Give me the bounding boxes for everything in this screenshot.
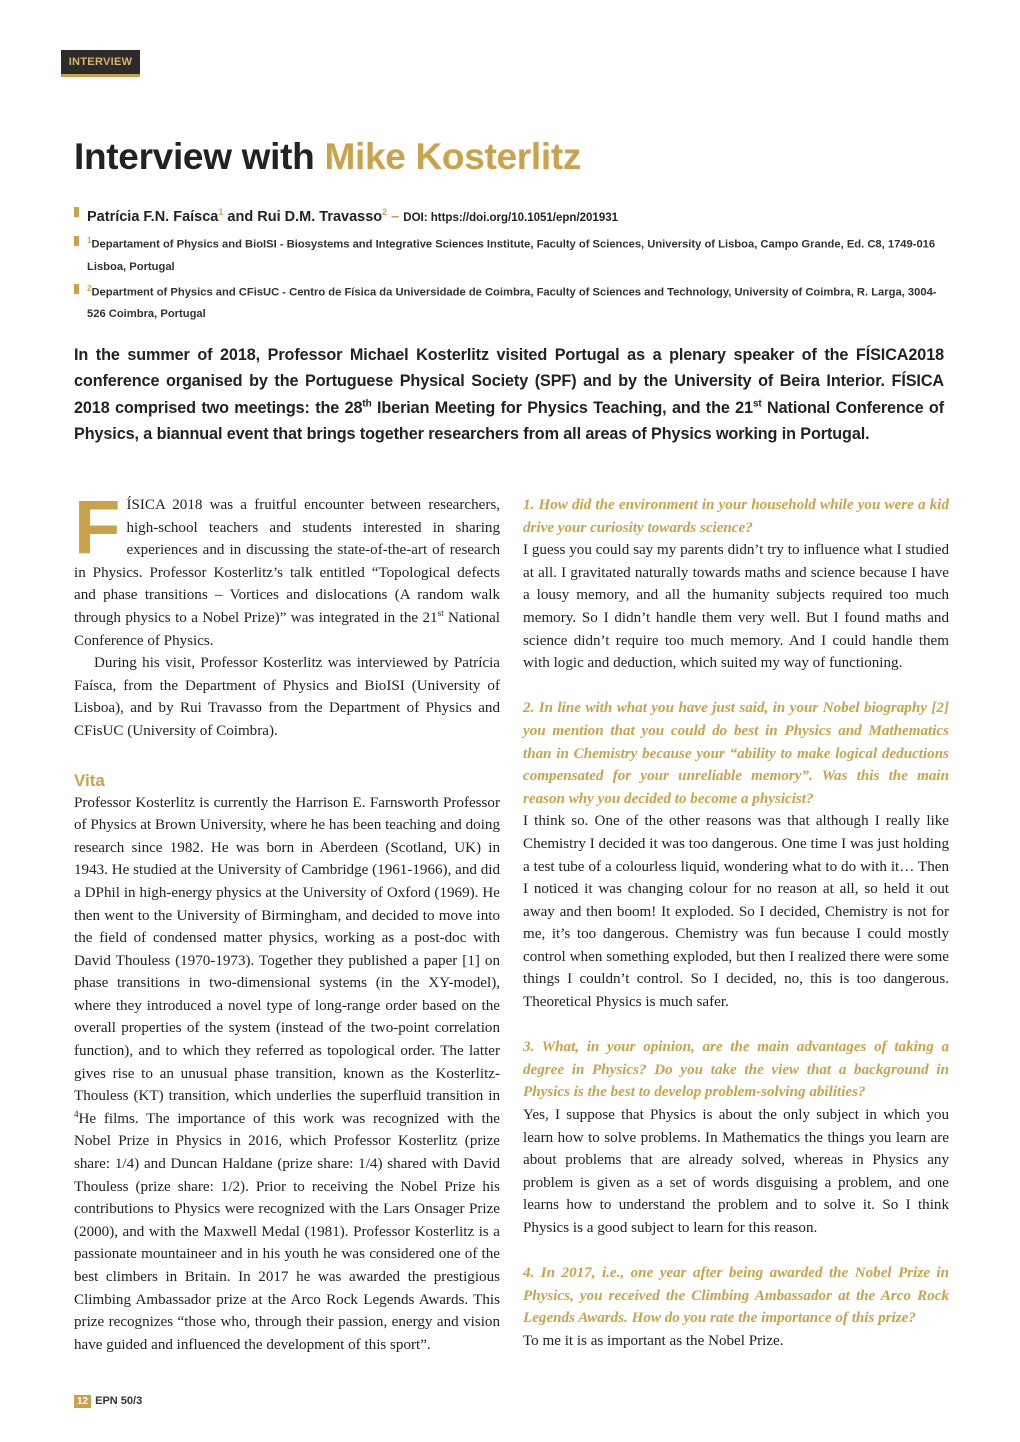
answer-1: I guess you could say my parents didn’t try to influence what I studied at all. I gravitated naturally towards maths and science because I have a lousy memory, and all the humanity subjects required too much memory. So I didn’t handle them very well. But I found maths and science didn’t require too much memory. And I could handle them with logic and deduction, which suited my way of functioning. <box>523 542 949 672</box>
question-4: 4. In 2017, i.e., one year after being awarded the Nobel Prize in Physics, you received the Climbing Ambassador at the Arco Rock Legends Awards. How do you rate the importance of this prize? <box>523 1265 949 1327</box>
answer-2: I think so. One of the other reasons was that although I really like Chemistry I decided it was too dangerous. One time I was just holding a test tube of a colourless liquid, wondering what to do with it… Then I noticed it was changing colour for no reason at all, so held it out away and then boom! It exploded. So I decided, Chemistry is not for me, it’s too dangerous. Chemistry was fun because I could mostly control when something exploded, but then I realized there were some things I couldn’t control. So I decided, no, this is too dangerous. Theoretical Physics is much safer. <box>523 813 949 1011</box>
author-line <box>74 200 954 230</box>
title-name: Mike Kosterlitz <box>324 136 582 177</box>
author-1: Patrícia F.N. Faísca <box>87 208 219 225</box>
vita-text-b: He films. The importance of this work was recognized with the Nobel Prize in Physics in 2016, which Professor Kosterlitz (prize share: 1/4) and Duncan Haldane (prize share: 1/4) shared with David Thouless (prize share: 1/2). Prior to receiving the Nobel Prize his contributions to Physics were recognized with the Lars Onsager Prize (2000), and with the Maxwell Medal (1981). Professor Kosterlitz is a passionate mountaineer and in his youth he was considered one of the best climbers in Britain. In 2017 he was awarded the prestigious Climbing Ambassador prize at the Arco Rock Legends Awards. This prize recognizes “those who, through their passion, energy and vision have guided and influenced the development of this sport”. <box>74 1110 500 1353</box>
question-1: 1. How did the environment in your household while you were a kid drive your curiosity towards science? <box>523 497 949 536</box>
bullet-marker <box>74 207 79 217</box>
intro-p1-a: ÍSICA 2018 was a fruitful encounter between researchers, high-school teachers and students interested in sharing experiences and in discussing the state-of-the-art of research in Physics. Professor Kosterlitz’s talk entitled “Topological defects and phase transitions – Vortices and dislocations (A random walk through physics to a Nobel Prize)” was integrated in the 21 <box>74 497 500 626</box>
intro-paragraph-2: During his visit, Professor Kosterlitz was interviewed by Patrícia Faísca, from the Department of Physics and BioISI (University of Lisboa), and by Rui Travasso from the Department of Physics and CFisUC (University of Coimbra). <box>74 655 500 739</box>
answer-4: To me it is as important as the Nobel Prize. <box>523 1332 784 1349</box>
authors-and: and <box>223 208 258 225</box>
affiliation-1-text: Departament of Physics and BioISI - Biosystems and Integrative Sciences Institute, Faculty of Sciences, University of Lisboa, Campo Grande, Ed. C8, 1749-016 Lisboa, Portugal <box>87 238 936 273</box>
lead-part-1: In the summer of 2018, Professor Michael Kosterlitz visited Portugal as a plenary speaker of the FÍSICA2018 conference organised by the Portuguese Physical Society (SPF) and by the University of Beira Interior. FÍSICA 2018 comprised two meetings: the 28 <box>74 346 944 417</box>
page-number: 12 <box>74 1395 91 1408</box>
intro-paragraph-1 <box>74 485 500 652</box>
affiliation-1-sup: 1 <box>87 235 92 245</box>
question-2: 2. In line with what you have just said, in your Nobel biography [2] you mention that you could do best in Physics and Mathematics than in Chemistry because your “ability to make logical deductions compensated for your unreliable memory”. Was this the main reason why you decided to become a physicist? <box>523 700 949 807</box>
article-meta <box>74 200 954 325</box>
qa-item <box>523 1036 949 1239</box>
lead-sup-2: st <box>752 398 762 410</box>
section-tag-underline <box>61 74 140 77</box>
intro-p1-b: National Conference of Physics. <box>74 609 500 649</box>
vita-sup: 4 <box>74 1108 79 1119</box>
affiliation-2 <box>74 278 954 326</box>
qa-item <box>523 697 949 1013</box>
affiliation-2-sup: 2 <box>87 283 92 293</box>
author-1-sup: 1 <box>218 207 224 217</box>
qa-item <box>523 494 949 675</box>
drop-cap: F <box>74 485 121 570</box>
intro-p1-sup: st <box>437 607 444 618</box>
answer-3: Yes, I suppose that Physics is about the only subject in which you learn how to solve problems. In Mathematics the things you learn are about problems that are already solved, whereas in Physics any problem is given as a set of words disguising a problem, and one learns how to understand the problem and to solve it. So I think Physics is a good subject to learn for this reason. <box>523 1107 949 1236</box>
page-footer <box>74 1395 142 1408</box>
vita-text-a: Professor Kosterlitz is currently the Harrison E. Farnsworth Professor of Physics at Brown University, where he has been teaching and doing research since 1982. He was born in Aberdeen (Scotland, UK) in 1943. He studied at the University of Cambridge (1961-1966), and did a DPhil in high-energy physics at the University of Oxford (1969). He then went to the University of Birmingham, and decided to move into the field of condensed matter physics, working as a post-doc with David Thouless (1970-1973). Together they published a paper [1] on phase transitions in two-dimensional systems (in the XY-model), where they introduced a novel type of long-range order based on the overall properties of the system (instead of the two-point correlation function), and to which they referred as topological order. The latter gives rise to an unusual phase transition, known as the Kosterlitz-Thouless (KT) transition, which underlies the superfluid transition in <box>74 794 500 1105</box>
doi-link[interactable]: DOI: https://doi.org/10.1051/epn/201931 <box>403 211 619 224</box>
author-2: Rui D.M. Travasso <box>257 208 383 225</box>
bullet-marker <box>74 236 79 246</box>
question-3: 3. What, in your opinion, are the main advantages of taking a degree in Physics? Do you take the view that a background in Physics is the best to develop problem-solving abilities? <box>523 1039 949 1101</box>
vita-paragraph <box>74 792 500 1357</box>
qa-item <box>523 1262 949 1352</box>
lead-part-3: National Conference of Physics, a biannual event that brings together researchers from all areas of Physics working in Portugal. <box>74 398 944 444</box>
title-prefix: Interview with <box>74 136 325 177</box>
issue-label: EPN 50/3 <box>95 1395 143 1407</box>
vita-heading: Vita <box>74 770 105 790</box>
left-column <box>74 485 500 1356</box>
doi-separator: – <box>387 208 404 225</box>
right-column <box>523 494 949 1375</box>
author-2-sup: 2 <box>382 207 388 217</box>
lead-paragraph <box>74 342 944 448</box>
lead-part-2: Iberian Meeting for Physics Teaching, and the 21 <box>371 398 753 417</box>
section-tag: INTERVIEW <box>61 50 140 74</box>
bullet-marker <box>74 284 79 294</box>
affiliation-1 <box>74 230 954 278</box>
affiliation-2-text: Department of Physics and CFisUC - Centro de Física da Universidade de Coimbra, Faculty of Sciences and Technology, University of Coimbra, R. Larga, 3004-526 Coimbra, Portugal <box>87 286 937 321</box>
article-title <box>74 132 581 182</box>
lead-sup-1: th <box>362 398 372 410</box>
